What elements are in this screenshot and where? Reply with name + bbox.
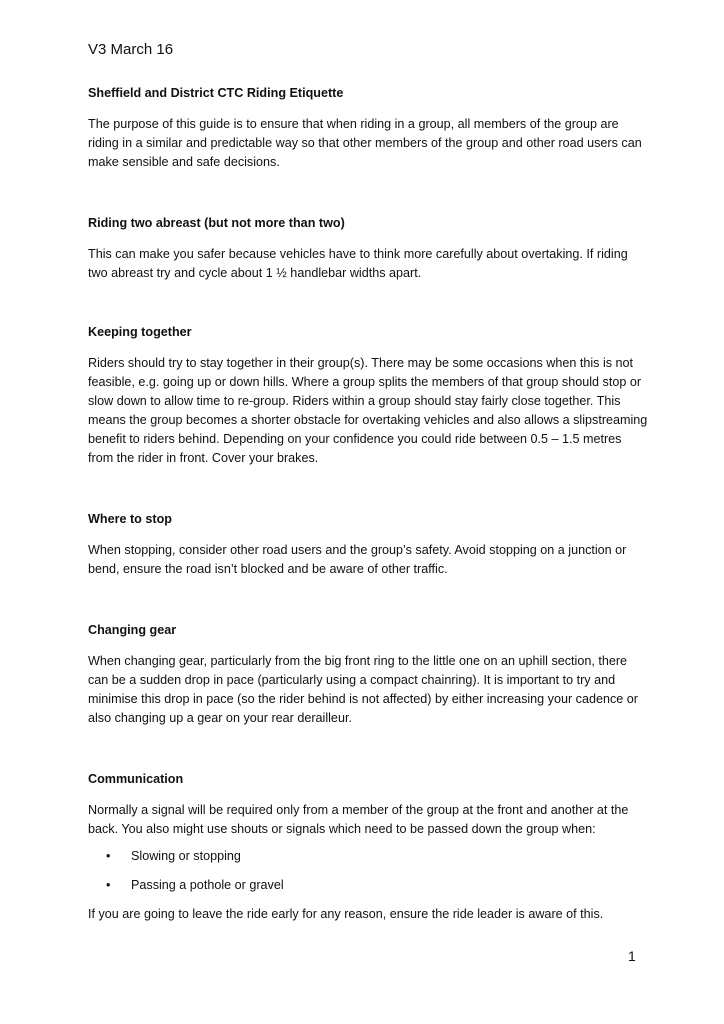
section-body: Riders should try to stay together in their group(s). There may be some occasions when this is not feasible, e.g. going up or down hills. Where a group splits the members of that group should stop or slow down to allow time to re-group. Riders within a group should stay fairly close together. This means the group becomes a shorter obstacle for overtaking vehicles and also allows a slipstreaming benefit to riders behind. Depending on your confidence you could ride between 0.5 – 1.5 metres from the rider in front. Cover your brakes. — [88, 356, 648, 465]
section-heading: Where to stop — [88, 512, 172, 526]
section-body: Normally a signal will be required only from a member of the group at the front and another at the back. You also might use shouts or signals which need to be passed down the group when: — [88, 803, 629, 836]
document-title: Sheffield and District CTC Riding Etiquette — [88, 86, 344, 100]
bullet-icon: • — [106, 878, 111, 892]
list-item-text: Passing a pothole or gravel — [131, 878, 284, 892]
section-body: When stopping, consider other road users and the group’s safety. Avoid stopping on a junction or bend, ensure the road isn’t blocked and be aware of other traffic. — [88, 543, 627, 576]
document-body — [88, 84, 648, 966]
section-keeping-together — [88, 323, 648, 468]
bullet-list — [88, 847, 648, 895]
section-body: This can make you safer because vehicles have to think more carefully about overtaking. If riding two abreast try and cycle about 1 ½ handlebar widths apart. — [88, 247, 628, 280]
list-item — [88, 847, 648, 866]
section-heading: Riding two abreast (but not more than two) — [88, 216, 345, 230]
bullet-icon: • — [106, 849, 111, 863]
document-version: V3 March 16 — [88, 41, 174, 58]
closing-paragraph: If you are going to leave the ride early for any reason, ensure the ride leader is aware of this. — [88, 907, 604, 921]
section-heading: Keeping together — [88, 325, 192, 339]
section-heading: Communication — [88, 772, 184, 786]
section-two-abreast — [88, 214, 648, 283]
page-number: 1 — [628, 948, 636, 964]
section-heading: Changing gear — [88, 623, 177, 637]
list-item-text: Slowing or stopping — [131, 849, 241, 863]
section-where-to-stop — [88, 510, 648, 579]
section-body: When changing gear, particularly from the big front ring to the little one on an uphill section, there can be a sudden drop in pace (particularly using a compact chainring). It is important to try and minimise this drop in pace (so the rider behind is not affected) by either increasing your cadence or also changing up a gear on your rear derailleur. — [88, 654, 638, 725]
section-communication — [88, 770, 648, 924]
list-item — [88, 876, 648, 895]
intro-paragraph: The purpose of this guide is to ensure that when riding in a group, all members of the group are riding in a similar and predictable way so that other members of the group and other road users can make sensible and safe decisions. — [88, 117, 642, 169]
section-changing-gear — [88, 621, 648, 728]
